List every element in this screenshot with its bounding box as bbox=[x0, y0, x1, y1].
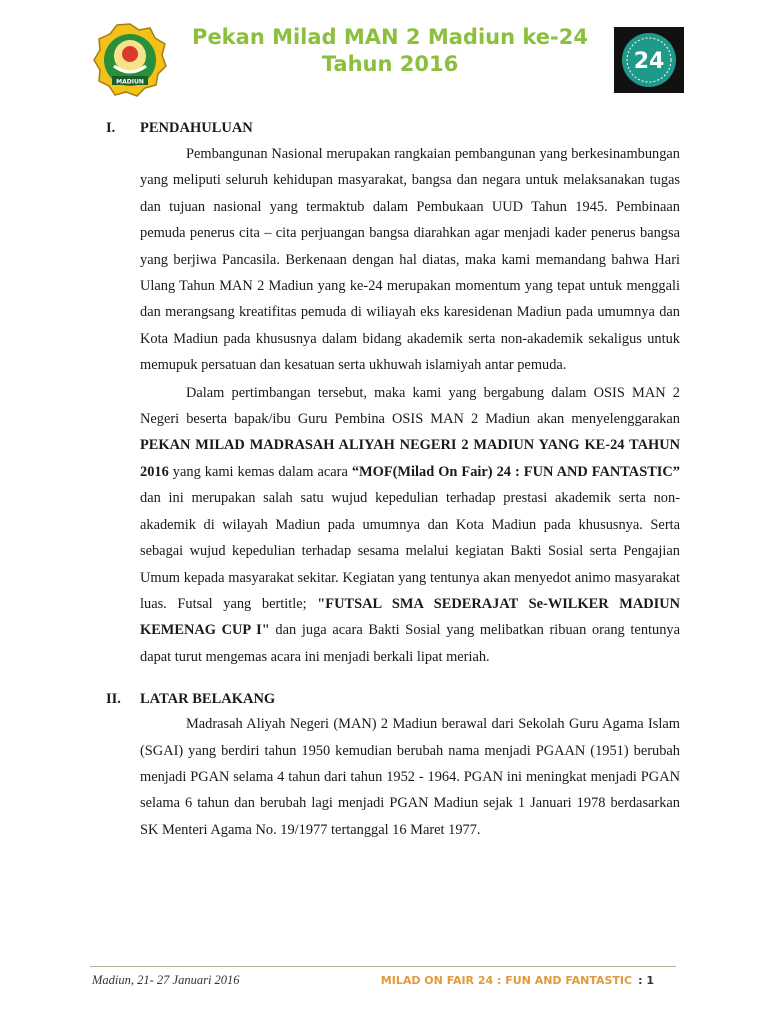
event-name-bold: PEKAN MILAD MADRASAH ALIYAH NEGERI 2 MADIUN YANG KE-24 TAHUN 2016 bbox=[140, 437, 680, 480]
section-title: LATAR BELAKANG bbox=[140, 691, 276, 708]
page-header bbox=[0, 0, 768, 110]
section-title: PENDAHULUAN bbox=[140, 120, 253, 136]
text-run: Dalam pertimbangan tersebut, maka kami yang bergabung dalam OSIS MAN 2 Negeri beserta bapak/ibu Guru Pembina OSIS MAN 2 Madiun akan menyelenggarakan bbox=[140, 384, 680, 428]
logo-number: 24 bbox=[633, 49, 665, 74]
header-title-line1: Pekan Milad MAN 2 Madiun ke-24 bbox=[192, 25, 588, 49]
section-number: I. bbox=[106, 120, 116, 136]
paragraph: Madrasah Aliyah Negeri (MAN) 2 Madiun berawal dari Sekolah Guru Agama Islam (SGAI) yang berdiri tahun 1950 kemudian berubah nama menjadi PGAAN (1951) berubah menjadi PGAN selama 4 tahun dari tahun 1952 - 1964. PGAN ini meningkat menjadi PGAN selama 6 tahun dan berubah lagi menjadi PGAN Madiun sejak 1 Januari 1978 berdasarkan SK Menteri Agama No. 19/1977 tertanggal 16 Maret 1977. bbox=[140, 716, 680, 838]
page-number: : 1 bbox=[638, 974, 654, 987]
text-run: dan ini merupakan salah satu wujud kepedulian terhadap prestasi akademik serta non-akademik di wilayah Madiun pada umumnya dan Kota Madiun pada khususnya. Serta sebagai wujud kepedulian terhadap sesama melalui kegiatan Bakti Sosial serta Pengajian Umum kepada masyarakat sekitar. Kegiatan yang tentunya akan menyedot animo masyarakat luas. Futsal yang bertitle; bbox=[140, 490, 680, 612]
footer-event bbox=[381, 974, 654, 987]
text-run: dan juga acara Bakti Sosial yang melibatkan ribuan orang tentunya dapat turut mengemas acara ini menjadi berkali lipat meriah. bbox=[140, 622, 680, 665]
paragraph: Pembangunan Nasional merupakan rangkaian pembangunan yang berkesinambungan yang meliputi seluruh kehidupan masyarakat, bangsa dan negara untuk melaksanakan tugas dan tujuan nasional yang termaktub dalam Pembukaan UUD Tahun 1945. Pembinaan pemuda penerus cita – cita perjuangan bangsa diarahkan agar menjadi kader penerus bangsa yang berjiwa Pancasila. Berkenaan dengan hal diatas, maka kami memandang bahwa Hari Ulang Tahun MAN 2 Madiun yang ke-24 merupakan momentum yang tepat untuk menggali dan merangsang kreatifitas pemuda di wiliayah eks karesidenan Madiun pada umumnya dan Kota Madiun pada khususnya dalam bidang akademik serta non-akademik sekaligus untuk memupuk persatuan dan kesatuan serta ukhuwah islamiyah antar pemuda. bbox=[140, 146, 680, 374]
section-latar-belakang bbox=[106, 687, 680, 843]
document-body bbox=[106, 116, 680, 843]
footer-date: Madiun, 21- 27 Januari 2016 bbox=[92, 973, 240, 987]
futsal-title-bold: "FUTSAL SMA SEDERAJAT Se-WILKER MADIUN KEMENAG CUP I" bbox=[140, 595, 680, 639]
header-title-line2: Tahun 2016 bbox=[321, 52, 459, 76]
school-emblem-logo bbox=[92, 22, 168, 98]
section-number: II. bbox=[106, 691, 121, 708]
header-title bbox=[190, 24, 590, 78]
footer-divider bbox=[90, 966, 676, 967]
paragraph bbox=[140, 380, 680, 670]
section-heading bbox=[106, 116, 680, 140]
milad-24-logo bbox=[614, 27, 684, 93]
footer-event-name: MILAD ON FAIR 24 : FUN AND FANTASTIC bbox=[380, 974, 633, 987]
section-heading bbox=[106, 687, 680, 711]
emblem-text: MADIUN bbox=[116, 78, 144, 86]
text-run: yang kami kemas dalam acara bbox=[168, 463, 352, 480]
section-pendahuluan bbox=[106, 116, 680, 670]
event-theme-bold: “MOF(Milad On Fair) 24 : FUN AND FANTASTIC” bbox=[351, 463, 680, 480]
